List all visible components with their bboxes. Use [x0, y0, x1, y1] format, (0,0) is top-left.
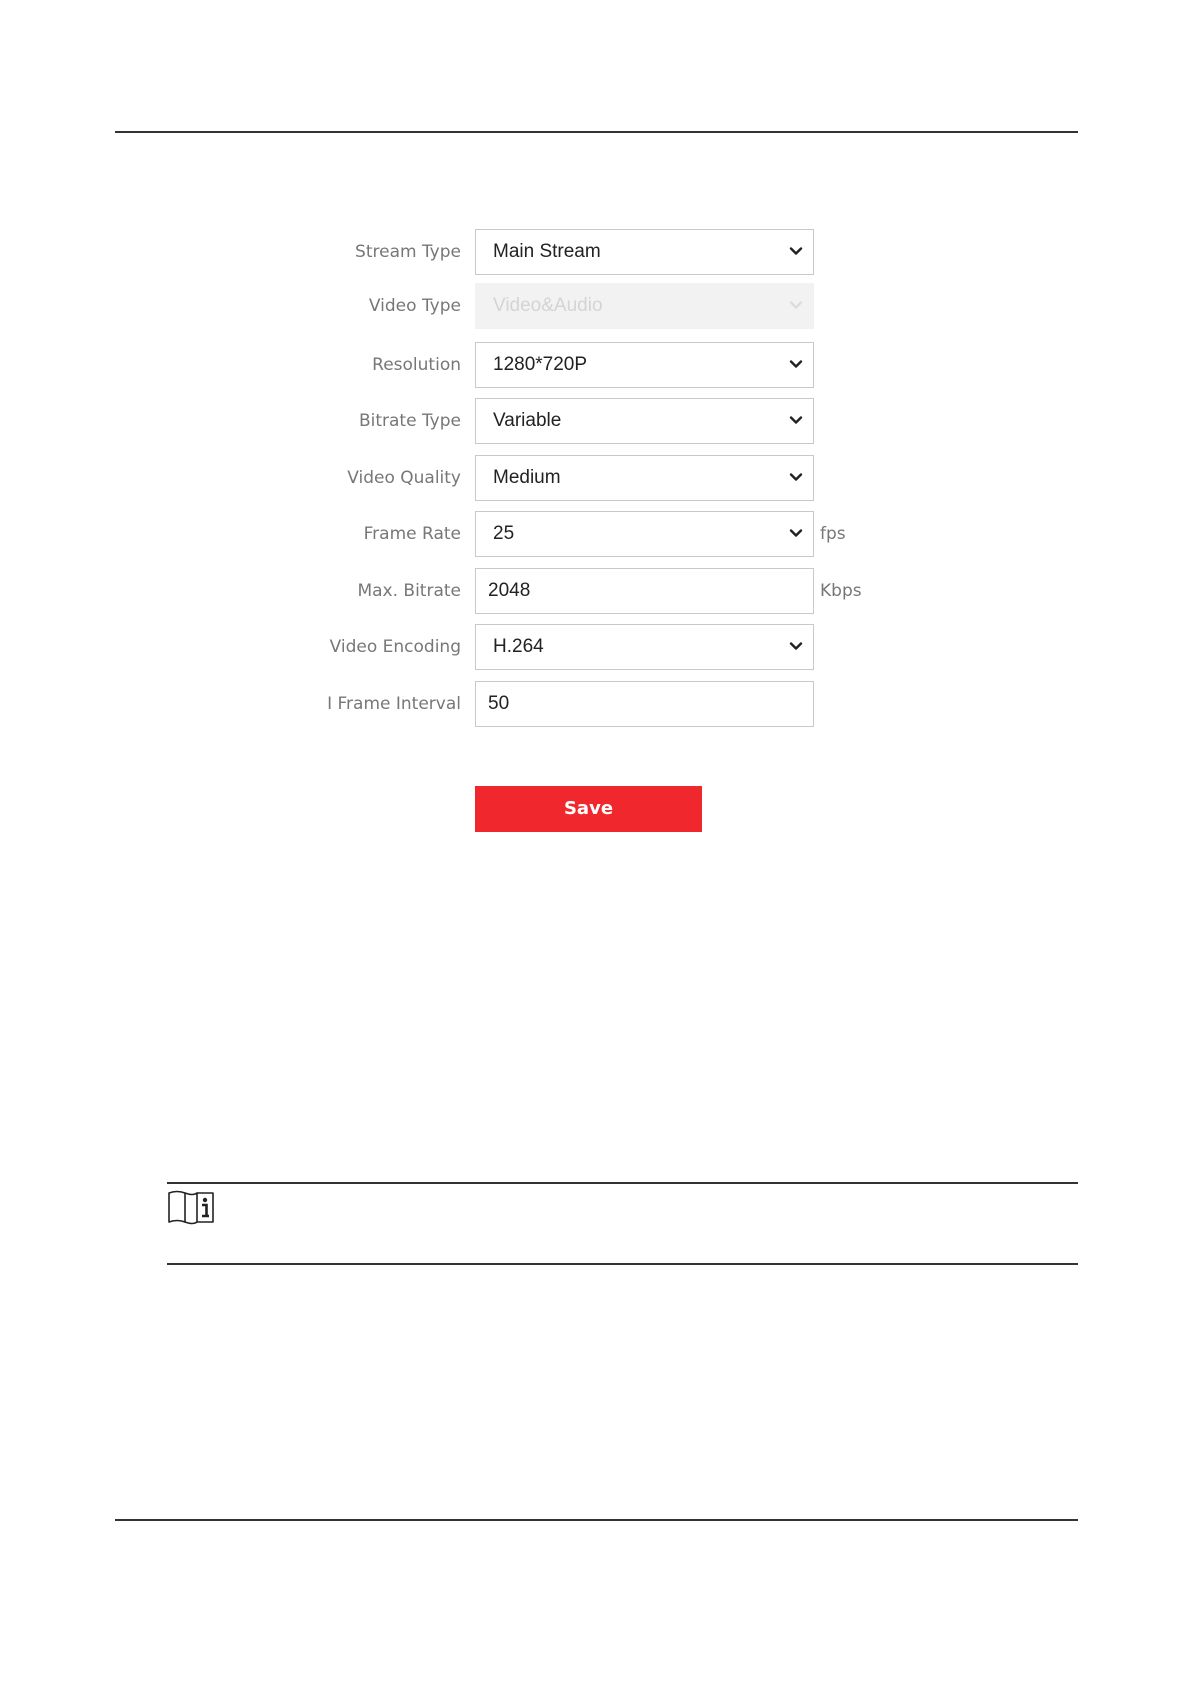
bitrate-type-label: Bitrate Type [358, 411, 461, 431]
bitrate-type-row [0, 398, 1181, 444]
video-quality-select[interactable] [475, 455, 814, 501]
chevron-down-icon [788, 469, 804, 485]
video-encoding-value: H.264 [493, 636, 544, 657]
max-bitrate-label: Max. Bitrate [357, 581, 461, 601]
max-bitrate-row [0, 568, 1181, 614]
note-divider-bottom [167, 1263, 1078, 1265]
video-quality-label: Video Quality [347, 468, 461, 488]
video-encoding-row [0, 624, 1181, 670]
i-frame-interval-label: I Frame Interval [327, 694, 461, 714]
header-divider [115, 131, 1078, 133]
chevron-down-icon [788, 412, 804, 428]
frame-rate-row [0, 511, 1181, 557]
stream-type-value: Main Stream [493, 241, 601, 262]
max-bitrate-value: 2048 [488, 580, 531, 601]
chevron-down-icon [788, 638, 804, 654]
chevron-down-icon [788, 297, 804, 313]
video-quality-row [0, 455, 1181, 501]
frame-rate-unit: fps [820, 524, 846, 544]
video-type-value: Video&Audio [493, 295, 603, 316]
note-divider-top [167, 1182, 1078, 1184]
bitrate-type-value: Variable [493, 410, 562, 431]
i-frame-interval-input[interactable] [475, 681, 814, 727]
video-encoding-label: Video Encoding [329, 637, 461, 657]
resolution-value: 1280*720P [493, 354, 588, 375]
footer-divider [115, 1519, 1078, 1521]
save-button[interactable]: Save [475, 786, 702, 832]
frame-rate-label: Frame Rate [363, 524, 461, 544]
video-type-row [0, 283, 1181, 329]
resolution-row [0, 342, 1181, 388]
info-book-icon [167, 1189, 215, 1225]
chevron-down-icon [788, 243, 804, 259]
resolution-select[interactable] [475, 342, 814, 388]
chevron-down-icon [788, 525, 804, 541]
stream-type-select[interactable] [475, 229, 814, 275]
video-type-select [475, 283, 814, 329]
frame-rate-select[interactable] [475, 511, 814, 557]
video-encoding-select[interactable] [475, 624, 814, 670]
stream-type-row [0, 229, 1181, 275]
i-frame-interval-value: 50 [488, 693, 510, 714]
max-bitrate-unit: Kbps [820, 581, 862, 601]
i-frame-interval-row [0, 681, 1181, 727]
video-quality-value: Medium [493, 467, 561, 488]
chevron-down-icon [788, 356, 804, 372]
stream-type-label: Stream Type [355, 242, 461, 262]
max-bitrate-input[interactable] [475, 568, 814, 614]
bitrate-type-select[interactable] [475, 398, 814, 444]
video-type-label: Video Type [368, 296, 461, 316]
frame-rate-value: 25 [493, 523, 515, 544]
resolution-label: Resolution [372, 355, 461, 375]
